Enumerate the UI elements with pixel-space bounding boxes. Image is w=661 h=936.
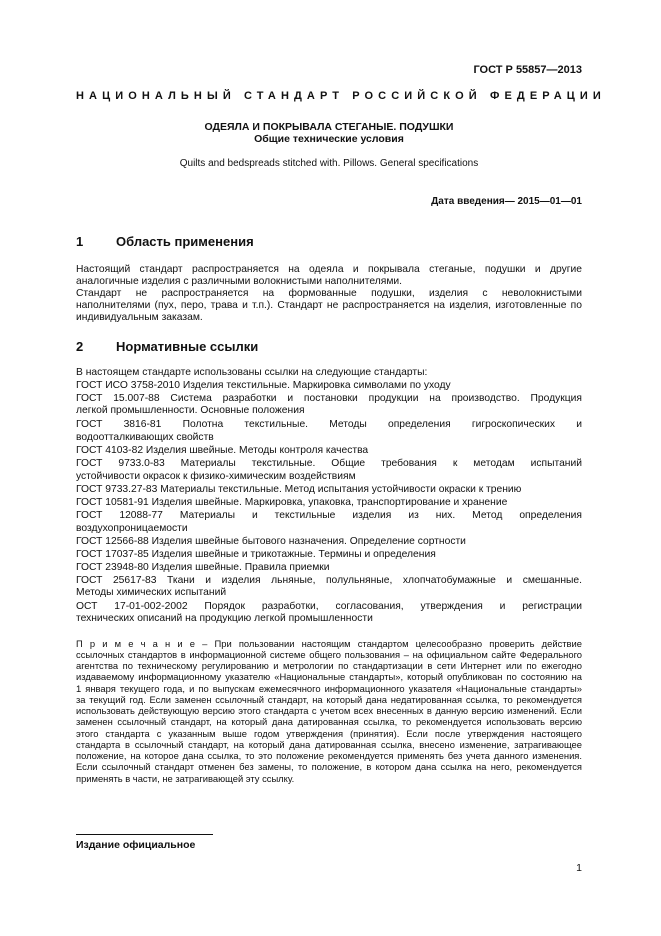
note-line: 1 января текущего года, и по выпускам ежемесячного информационного указателя «Национальные стандарты» — [76, 683, 582, 694]
note-line: этого стандарта с указанным выше годом утверждения (принятия). Если после утверждения настоящего — [76, 728, 582, 739]
section-1-title: Область применения — [116, 234, 254, 249]
s1-line: аналогичные изделия с различными волокнистыми наполнителями. — [76, 276, 403, 287]
s2-line: устойчивости окрасок к физико-химическим воздействиям — [76, 471, 356, 482]
page-number: 1 — [576, 862, 582, 874]
s2-line: ГОСТ 25617-83 Ткани и изделия льняные, полульняные, хлопчатобумажные и смешанные. — [76, 575, 582, 586]
s2-line: водоотталкивающих свойств — [76, 432, 214, 443]
note-line: П р и м е ч а н и е – При пользовании настоящим стандартом целесообразно проверить действие — [76, 638, 582, 649]
s2-line: ГОСТ 10581-91 Изделия швейные. Маркировка, упаковка, транспортирование и хранение — [76, 497, 508, 508]
s2-line: ГОСТ 17037-85 Изделия швейные и трикотажные. Термины и определения — [76, 549, 436, 560]
footer-rule — [76, 834, 213, 835]
s2-line: Методы химических испытаний — [76, 587, 227, 598]
doc-code: ГОСТ Р 55857—2013 — [473, 64, 582, 76]
s2-line: ОСТ 17-01-002-2002 Порядок разработки, согласования, утверждения и регистрации — [76, 601, 582, 612]
section-1-number: 1 — [76, 234, 84, 249]
section-2-number: 2 — [76, 339, 84, 354]
s2-line: В настоящем стандарте использованы ссылки на следующие стандарты: — [76, 367, 428, 378]
s2-line: ГОСТ 9733.27-83 Материалы текстильные. Метод испытания устойчивости окраски к трению — [76, 484, 522, 495]
title-sub: Общие технические условия — [254, 133, 404, 145]
note-line: за текущий год. Если заменен ссылочный стандарт, на который дана недатированная ссылка, то рекомендуется — [76, 694, 582, 705]
s2-line: легкой промышленности. Основные положения — [76, 405, 305, 416]
s1-line: индивидуальным заказам. — [76, 312, 203, 323]
note-line: издаваемому информационному указателю «Национальные стандарты», который опубликован по состоянию на — [76, 671, 582, 682]
s2-line: ГОСТ 4103-82 Изделия швейные. Методы контроля качества — [76, 445, 369, 456]
note-line: положение, на которое дана ссылка, то это положение рекомендуется применять без учета данного изменения. — [76, 750, 582, 761]
s2-line: ГОСТ 3816-81 Полотна текстильные. Методы определения гигроскопических и — [76, 419, 582, 430]
s1-line: Стандарт не распространяется на формованные подушки, изделия с неволокнистыми — [76, 288, 582, 299]
title-main: ОДЕЯЛА И ПОКРЫВАЛА СТЕГАНЫЕ. ПОДУШКИ — [204, 121, 454, 133]
s2-line: ГОСТ 12566-88 Изделия швейные бытового назначения. Определение сортности — [76, 536, 466, 547]
section-2-title: Нормативные ссылки — [116, 339, 259, 354]
note-line: применять в части, не затрагивающей эту ссылку. — [76, 773, 295, 784]
s1-line: наполнителями (пух, перо, трава и т.п.). Стандарт не распространяется на изделия, изготовленные по — [76, 300, 582, 311]
note-line: агентства по техническому регулированию и метрологии по стандартизации в сети Интернет или по ежегодно — [76, 660, 582, 671]
s2-line: воздухопроницаемости — [76, 523, 188, 534]
title-english: Quilts and bedspreads stitched with. Pillows. General specifications — [179, 158, 479, 169]
note-line: ссылочных стандартов в информационной системе общего пользования – на официальном сайте Федерального — [76, 649, 582, 660]
s2-line: технических описаний на продукцию легкой промышленности — [76, 613, 373, 624]
s2-line: ГОСТ 23948-80 Изделия швейные. Правила приемки — [76, 562, 330, 573]
note-line: заменен ссылочный стандарт, на который дана датированная ссылка, то рекомендуется использовать версию — [76, 716, 582, 727]
s1-line: Настоящий стандарт распространяется на одеяла и покрывала стеганые, подушки и другие — [76, 264, 582, 275]
note-line: стандарта в ссылочный стандарт, на который дана датированная ссылка, внесено изменение, затрагивающее — [76, 739, 582, 750]
note-line: использовать действующую версию этого стандарта с учетом всех внесенных в данную версию изменений. Если — [76, 705, 582, 716]
s2-line: ГОСТ 12088-77 Материалы и текстильные изделия из них. Метод определения — [76, 510, 582, 521]
edition-label: Издание официальное — [76, 839, 196, 851]
s2-line: ГОСТ 15.007-88 Система разработки и постановки продукции на производство. Продукция — [76, 393, 582, 404]
note-line: Если ссылочный стандарт отменен без замены, то положение, в котором дана ссылка на него, рекомендуется — [76, 761, 582, 772]
standard-banner: НАЦИОНАЛЬНЫЙ СТАНДАРТ РОССИЙСКОЙ ФЕДЕРАЦИИ — [76, 90, 606, 102]
s2-line: ГОСТ 9733.0-83 Материалы текстильные. Общие требования к методам испытаний — [76, 458, 582, 469]
intro-date: Дата введения— 2015—01—01 — [431, 196, 582, 207]
s2-line: ГОСТ ИСО 3758-2010 Изделия текстильные. Маркировка символами по уходу — [76, 380, 451, 391]
